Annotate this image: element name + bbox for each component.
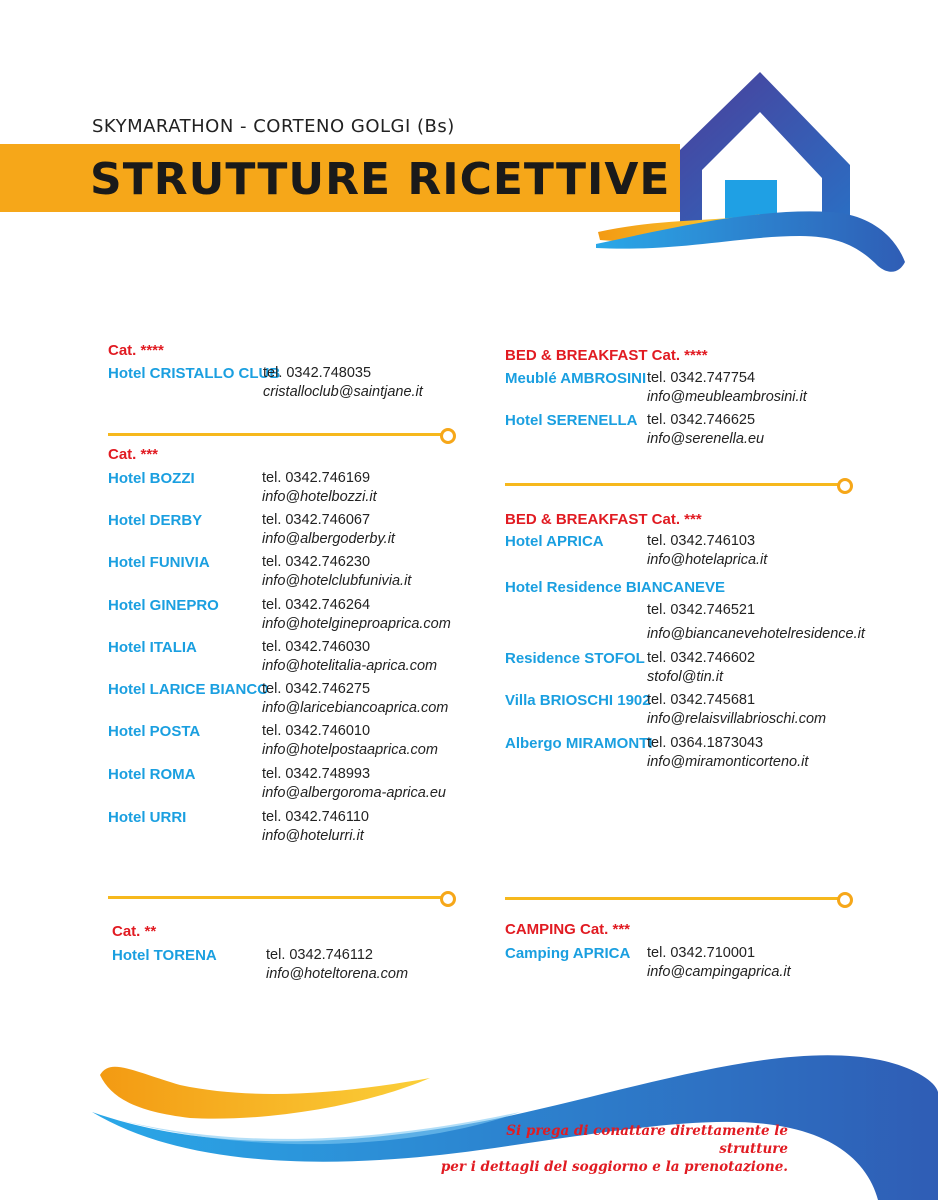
section-divider xyxy=(505,483,841,486)
hotel-phone: tel. 0364.1873043 xyxy=(647,735,764,751)
hotel-email: info@campingaprica.it xyxy=(647,964,791,980)
hotel-name: Meublé AMBROSINI xyxy=(505,370,647,387)
hotel-phone: tel. 0342.710001 xyxy=(647,945,756,961)
hotel-phone: tel. 0342.746169 xyxy=(262,470,371,486)
hotel-name: Camping APRICA xyxy=(505,945,631,962)
page-title: STRUTTURE RICETTIVE xyxy=(90,154,671,205)
hotel-email: info@hotelbozzi.it xyxy=(262,489,377,505)
divider-ring-icon xyxy=(440,428,456,444)
category-heading-camping-3-stars: CAMPING Cat. *** xyxy=(505,921,631,938)
section-divider xyxy=(505,897,841,900)
category-heading-2-stars: Cat. ** xyxy=(112,923,157,940)
hotel-name: Albergo MIRAMONTI xyxy=(505,735,653,752)
hotel-name: Hotel CRISTALLO CLUB xyxy=(108,365,281,382)
hotel-phone: tel. 0342.746521 xyxy=(647,602,756,618)
hotel-phone: tel. 0342.746110 xyxy=(262,809,369,825)
hotel-phone: tel. 0342.746275 xyxy=(262,681,371,697)
hotel-name: Hotel APRICA xyxy=(505,533,604,550)
hotel-email: info@hotelgineproaprica.com xyxy=(262,616,451,632)
hotel-name: Hotel FUNIVIA xyxy=(108,554,210,571)
hotel-email: info@hotelitalia-aprica.com xyxy=(262,658,438,674)
hotel-phone: tel. 0342.748993 xyxy=(262,766,371,782)
divider-ring-icon xyxy=(837,892,853,908)
section-divider xyxy=(108,896,444,899)
hotel-name: Hotel Residence BIANCANEVE xyxy=(505,579,726,596)
footer-note-line-2: per i dettagli del soggiorno e la prenotazione. xyxy=(440,1159,788,1175)
hotel-phone: tel. 0342.746625 xyxy=(647,412,756,428)
hotel-email: info@relaisvillabrioschi.com xyxy=(647,711,827,727)
hotel-email: info@albergoroma-aprica.eu xyxy=(262,785,446,801)
hotel-email: info@hotelurri.it xyxy=(262,828,364,844)
hotel-name: Hotel DERBY xyxy=(108,512,203,529)
hotel-name: Hotel TORENA xyxy=(112,947,217,964)
hotel-email: info@albergoderby.it xyxy=(262,531,395,547)
hotel-email: info@meubleambrosini.it xyxy=(647,389,807,405)
hotel-phone: tel. 0342.746067 xyxy=(262,512,371,528)
hotel-email: info@miramonticorteno.it xyxy=(647,754,809,770)
hotel-email: cristalloclub@saintjane.it xyxy=(263,384,423,400)
hotel-name: Villa BRIOSCHI 1902 xyxy=(505,692,651,709)
hotel-email: info@serenella.eu xyxy=(647,431,765,447)
hotel-name: Hotel BOZZI xyxy=(108,470,195,487)
hotel-email: info@hoteltorena.com xyxy=(266,966,409,982)
event-subtitle: SKYMARATHON - CORTENO GOLGI (Bs) xyxy=(92,116,455,137)
category-heading-bb-3-stars: BED & BREAKFAST Cat. *** xyxy=(505,511,702,528)
hotel-phone: tel. 0342.746030 xyxy=(262,639,371,655)
category-heading-bb-4-stars: BED & BREAKFAST Cat. **** xyxy=(505,347,708,364)
hotel-phone: tel. 0342.746010 xyxy=(262,723,371,739)
category-heading-4-stars: Cat. **** xyxy=(108,342,164,359)
hotel-name: Hotel ITALIA xyxy=(108,639,197,656)
hotel-name: Hotel URRI xyxy=(108,809,187,826)
hotel-email: info@laricebiancoaprica.com xyxy=(262,700,449,716)
hotel-email: info@hotelpostaaprica.com xyxy=(262,742,438,758)
hotel-name: Hotel ROMA xyxy=(108,766,196,783)
hotel-phone: tel. 0342.746602 xyxy=(647,650,756,666)
hotel-email: info@biancanevehotelresidence.it xyxy=(647,626,865,642)
hotel-email: stofol@tin.it xyxy=(647,669,723,685)
hotel-name: Hotel LARICE BIANCO xyxy=(108,681,269,698)
hotel-phone: tel. 0342.746264 xyxy=(262,597,371,613)
hotel-phone: tel. 0342.746112 xyxy=(266,947,373,963)
hotel-name: Residence STOFOL xyxy=(505,650,645,667)
divider-ring-icon xyxy=(440,891,456,907)
hotel-phone: tel. 0342.745681 xyxy=(647,692,756,708)
hotel-phone: tel. 0342.746103 xyxy=(647,533,756,549)
hotel-name: Hotel POSTA xyxy=(108,723,201,740)
footer-note-line-1: Si prega di conattare direttamente le strutture xyxy=(506,1123,788,1157)
hotel-email: info@hotelclubfunivia.it xyxy=(262,573,412,589)
category-heading-3-stars: Cat. *** xyxy=(108,446,159,463)
section-divider xyxy=(108,433,444,436)
hotel-email: info@hotelaprica.it xyxy=(647,552,768,568)
hotel-phone: tel. 0342.747754 xyxy=(647,370,756,386)
footer-note xyxy=(440,1122,788,1176)
hotel-phone: tel. 0342.748035 xyxy=(263,365,372,381)
hotel-name: Hotel SERENELLA xyxy=(505,412,638,429)
hotel-name: Hotel GINEPRO xyxy=(108,597,219,614)
hotel-phone: tel. 0342.746230 xyxy=(262,554,371,570)
divider-ring-icon xyxy=(837,478,853,494)
